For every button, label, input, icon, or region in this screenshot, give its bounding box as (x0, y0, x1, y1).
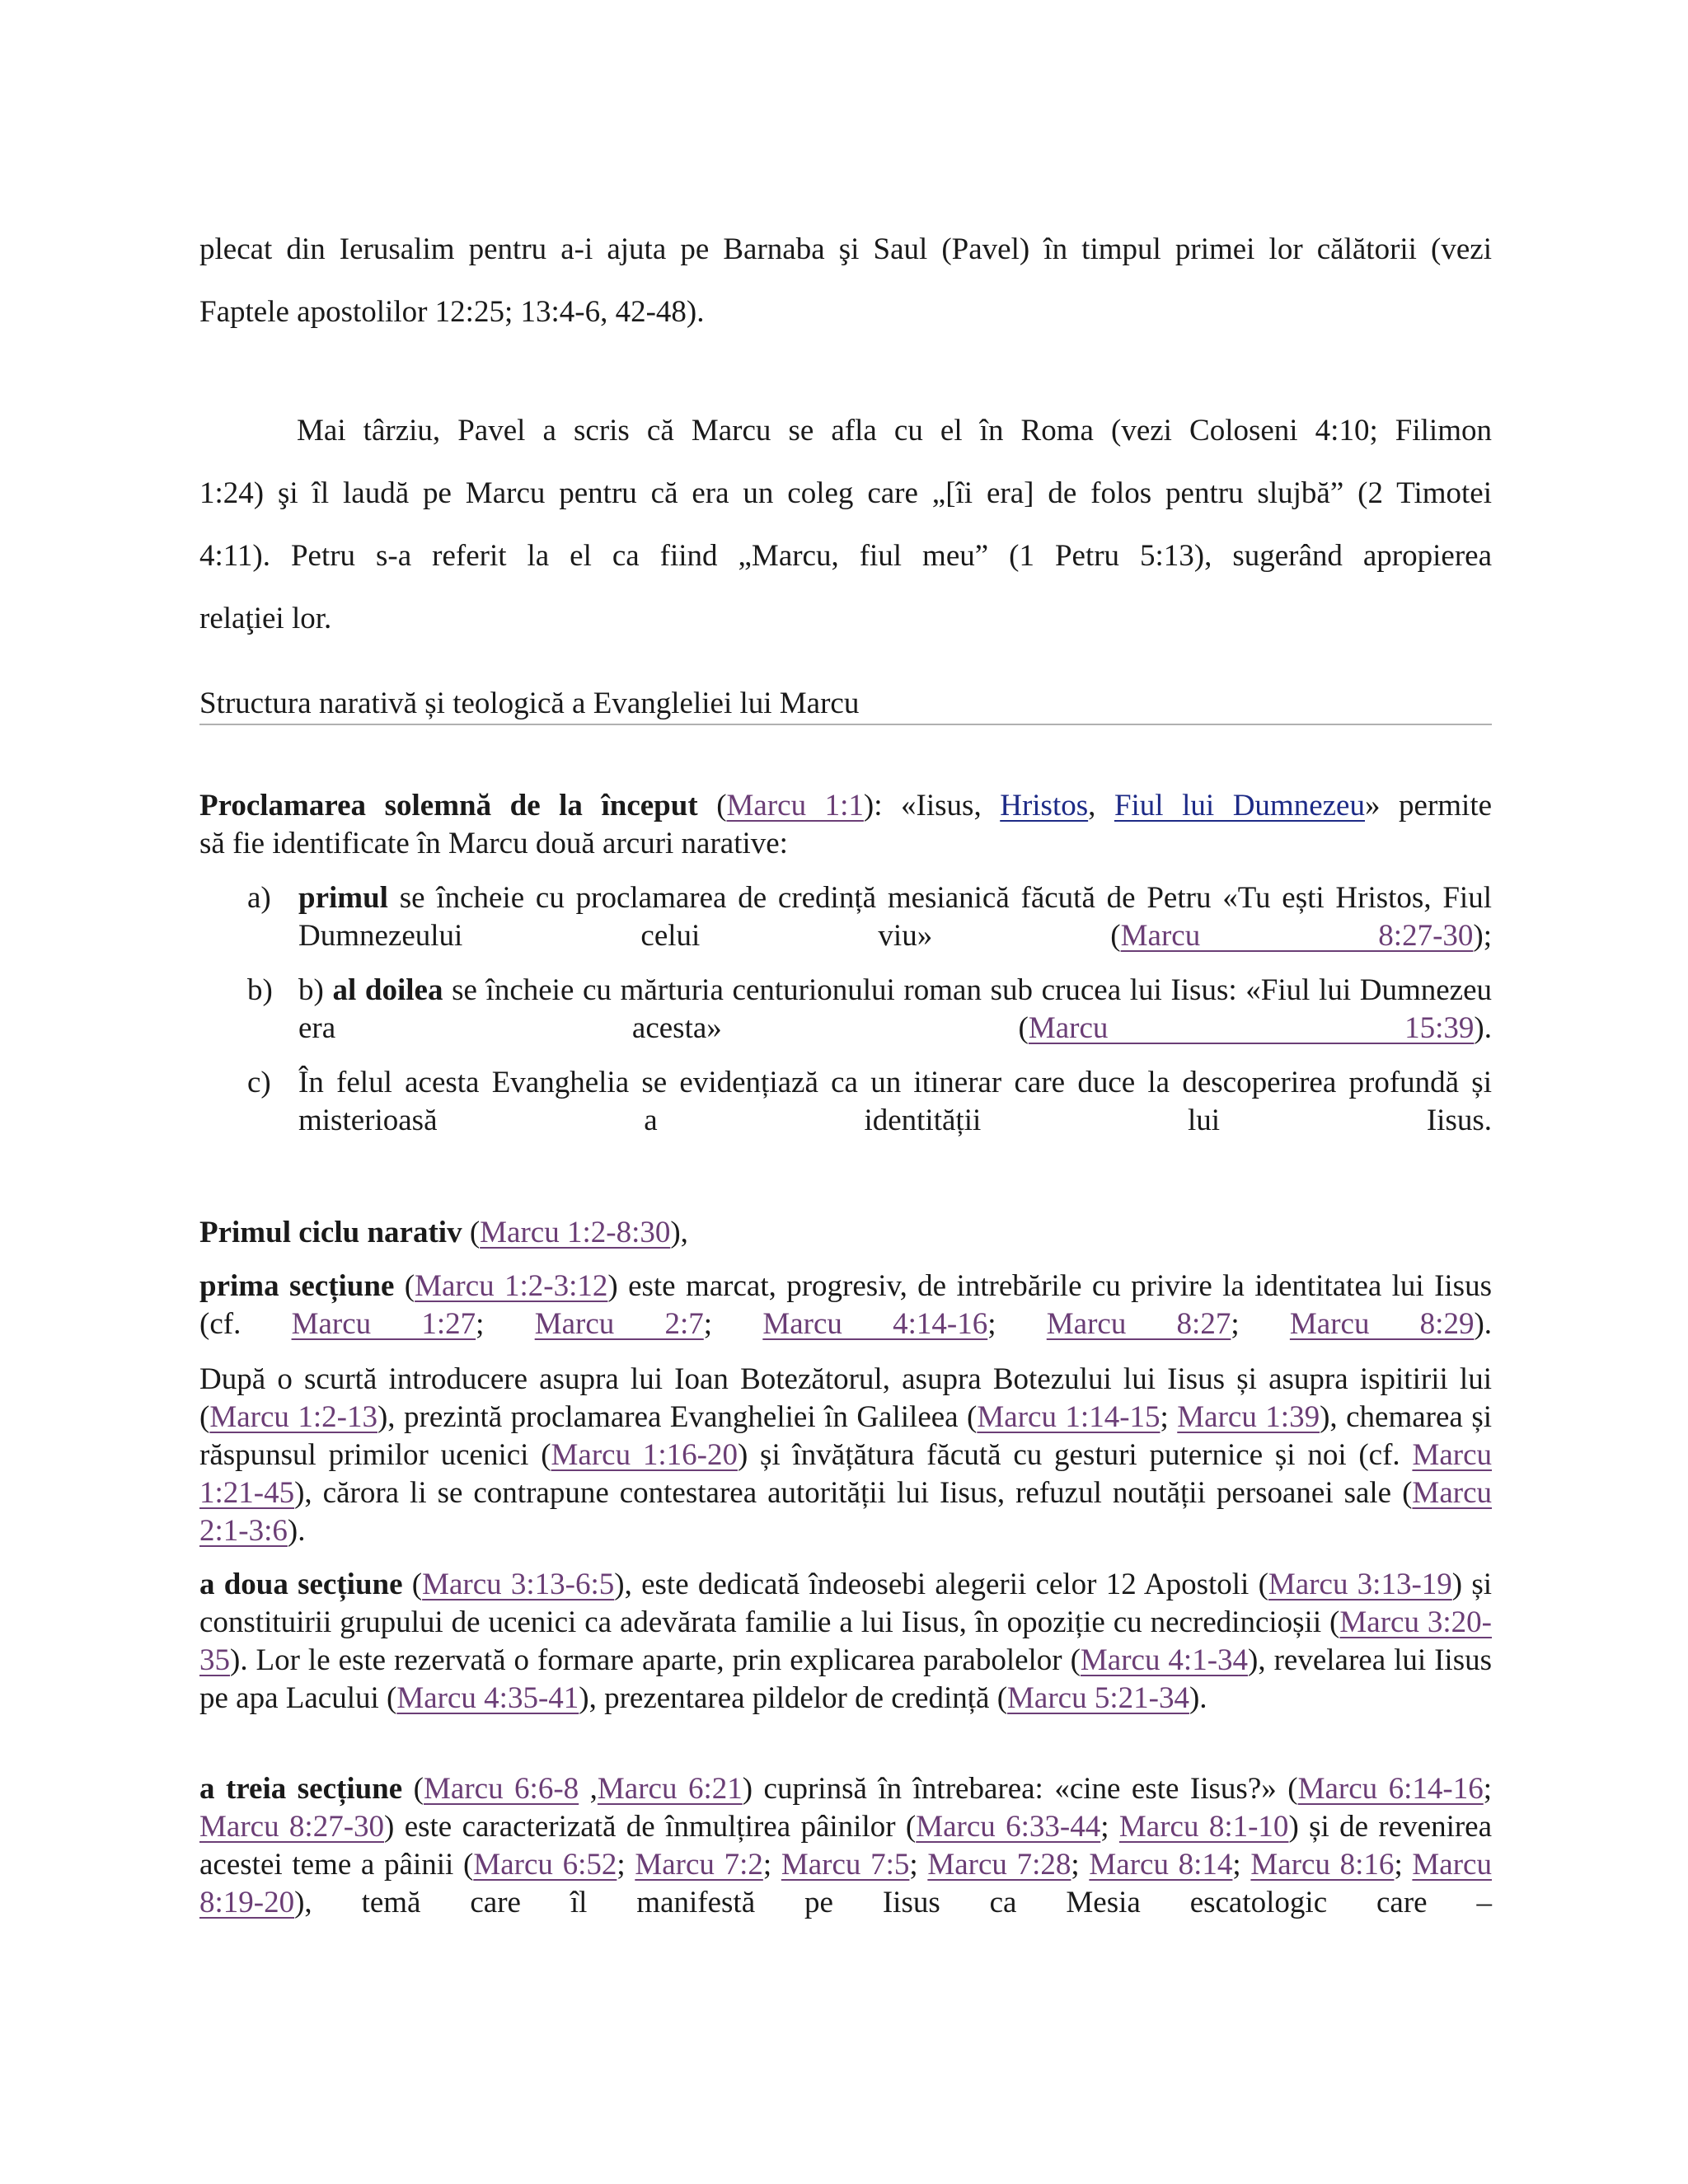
text: ), chemarea și răspunsul primilor ucenici ( (199, 1400, 1492, 1472)
text: ; (909, 1848, 928, 1882)
section-heading: Structura narativă și teologică a Evangleliei lui Marcu (199, 687, 860, 720)
text: ); (1473, 919, 1492, 953)
text: ). (1189, 1681, 1207, 1715)
list-label: a) (247, 881, 271, 915)
list-item (247, 879, 1492, 955)
text: se încheie cu mărturia centurionului roman sub crucea lui Iisus: «Fiul lui Dumnezeu era acesta» ( (298, 973, 1493, 1045)
text: ), este dedicată îndeosebi alegerii celor 12 Apostoli ( (614, 1568, 1268, 1601)
list-item (247, 972, 1492, 1047)
text-line (199, 400, 1492, 462)
reference-link[interactable]: Marcu 1:16-20 (551, 1438, 738, 1472)
paragraph-primul-ciclu (199, 1214, 1492, 1252)
reference-link[interactable]: Marcu 8:27 (1046, 1307, 1231, 1341)
reference-link[interactable]: Fiul lui Dumnezeu (1114, 789, 1365, 823)
text: b) (298, 973, 333, 1007)
bold-term: a treia secțiune (199, 1772, 403, 1806)
text: ), temă care îl manifestă pe Iisus ca Mesia escatologic care – (294, 1886, 1492, 1919)
text-line: Faptele apostolilor 12:25; 13:4-6, 42-48). (199, 295, 705, 329)
reference-link[interactable]: Marcu 8:19-20 (199, 1848, 1492, 1919)
text: ( (402, 1568, 423, 1601)
reference-link[interactable]: Marcu 8:16 (1250, 1848, 1395, 1882)
text: ). (287, 1514, 306, 1548)
text: ; (1100, 1810, 1119, 1844)
reference-link[interactable]: Marcu 3:20-35 (199, 1605, 1492, 1677)
paragraph-proclamarea (199, 787, 1492, 863)
reference-link[interactable]: Marcu 1:1 (726, 789, 864, 823)
reference-link[interactable]: Marcu 8:29 (1289, 1307, 1475, 1341)
text: ), prezentarea pildelor de credință ( (579, 1681, 1008, 1715)
narrative-arcs-list (247, 879, 1492, 1156)
text: În felul acesta Evanghelia se evidențiază ca un itinerar care duce la descoperirea profundă și misterioasă a identității lui Iisus. (298, 1066, 1492, 1137)
list-item (247, 1064, 1492, 1140)
reference-link[interactable]: Marcu 8:1-10 (1118, 1810, 1289, 1844)
text-line: relaţiei lor. (199, 602, 332, 635)
reference-link[interactable]: Marcu 6:21 (597, 1772, 743, 1806)
text: După o scurtă introducere asupra lui Ioan Botezătorul, asupra Botezului lui Iisus și asupra ispitirii lui ( (199, 1362, 1492, 1434)
reference-link[interactable]: Marcu 1:2-8:30 (480, 1216, 671, 1249)
reference-link[interactable]: Marcu 6:52 (473, 1848, 617, 1882)
reference-link[interactable]: Marcu 1:2-3:12 (415, 1269, 608, 1303)
text: ), cărora li se contrapune contestarea autorității lui Iisus, refuzul noutății persoanei sale ( (294, 1476, 1413, 1510)
text: se încheie cu proclamarea de credință mesianică făcută de Petru «Tu ești Hristos, Fiul Dumnezeului celui viu» ( (298, 881, 1492, 953)
bold-term: Proclamarea solemnă de la început (199, 789, 698, 823)
paragraph-prima-sectiune (199, 1268, 1492, 1343)
text: ( (697, 789, 727, 823)
text: ), prezintă proclamarea Evangheliei în Galileea ( (377, 1400, 978, 1434)
bold-term: a doua secțiune (199, 1568, 403, 1601)
text: ). Lor le este rezervată o formare aparte, prin explicarea parabolelor ( (230, 1643, 1081, 1677)
text: ; (703, 1307, 763, 1341)
bold-term: prima secțiune (199, 1269, 395, 1303)
reference-link[interactable]: Marcu 1:27 (291, 1307, 476, 1341)
reference-link[interactable]: Marcu 5:21-34 (1007, 1681, 1189, 1715)
text-line: 4:11). Petru s-a referit la el ca fiind „Marcu, fiul meu” (1 Petru 5:13), sugerând apropierea (199, 539, 1492, 573)
reference-link[interactable]: Marcu 6:33-44 (916, 1810, 1101, 1844)
text: ( (462, 1216, 481, 1249)
heading-divider (199, 724, 1492, 725)
text: ; (1394, 1848, 1413, 1882)
text-line: să fie identificate în Marcu două arcuri narative: (199, 827, 788, 860)
reference-link[interactable]: Marcu 7:5 (781, 1848, 910, 1882)
paragraph-marcu-pavel (199, 400, 1492, 650)
text: ). (1474, 1307, 1493, 1341)
paragraph-dupa (199, 1361, 1492, 1550)
text: ; (1232, 1848, 1251, 1882)
text: ). (1474, 1011, 1492, 1045)
text-line-content: Mai târziu, Pavel a scris că Marcu se afla cu el în Roma (vezi Coloseni 4:10; Filimon (297, 414, 1492, 448)
reference-link[interactable]: Marcu 7:2 (635, 1848, 763, 1882)
text: » permite (1364, 789, 1493, 823)
text: ), revelarea lui Iisus pe apa Lacului ( (199, 1643, 1492, 1715)
text-line (199, 787, 1492, 825)
list-label: c) (247, 1066, 271, 1099)
text: ) este marcat, progresiv, de intrebările cu privire la identitatea lui Iisus (cf. (199, 1269, 1492, 1341)
text: ) și învățătura făcută cu gesturi puternice și noi (cf. (737, 1438, 1413, 1472)
reference-link[interactable]: Hristos (1000, 789, 1089, 823)
reference-link[interactable]: Marcu 1:21-45 (199, 1438, 1493, 1510)
text: ) este caracterizată de înmulțirea pâinilor ( (384, 1810, 917, 1844)
text: ; (987, 1307, 1047, 1341)
text: ; (476, 1307, 535, 1341)
bold-term: Primul ciclu narativ (199, 1216, 462, 1249)
reference-link[interactable]: Marcu 1:39 (1177, 1400, 1320, 1434)
text: ; (1483, 1772, 1493, 1806)
reference-link[interactable]: Marcu 7:28 (927, 1848, 1071, 1882)
text: ; (1160, 1400, 1178, 1434)
text: ( (402, 1772, 424, 1806)
text: , (579, 1772, 598, 1806)
text-line: plecat din Ierusalim pentru a-i ajuta pe Barnaba şi Saul (Pavel) în timpul primei lor călătorii (vezi (199, 232, 1492, 266)
text: ( (394, 1269, 415, 1303)
reference-link[interactable]: Marcu 4:1-34 (1080, 1643, 1249, 1677)
reference-link[interactable]: Marcu 15:39 (1028, 1011, 1475, 1045)
reference-link[interactable]: Marcu 8:27-30 (199, 1810, 385, 1844)
reference-link[interactable]: Marcu 1:2-13 (209, 1400, 377, 1434)
text: ), (670, 1216, 688, 1249)
reference-link[interactable]: Marcu 2:7 (534, 1307, 704, 1341)
reference-link[interactable]: Marcu 3:13-19 (1268, 1568, 1452, 1601)
bold-term: al doilea (332, 973, 443, 1007)
reference-link[interactable]: Marcu 3:13-6:5 (422, 1568, 615, 1601)
reference-link[interactable]: Marcu 4:35-41 (396, 1681, 579, 1715)
reference-link[interactable]: Marcu 6:14-16 (1297, 1772, 1484, 1806)
text: ; (1071, 1848, 1090, 1882)
text: ) și de revenirea acestei teme a pâinii ( (199, 1810, 1493, 1882)
paragraph-a-treia-sectiune (199, 1770, 1492, 1922)
paragraph-a-doua-sectiune (199, 1566, 1492, 1718)
text: ): «Iisus, (863, 789, 1001, 823)
reference-link[interactable]: Marcu 1:14-15 (977, 1400, 1160, 1434)
reference-link[interactable]: Marcu 8:14 (1089, 1848, 1233, 1882)
list-label: b) (247, 973, 273, 1007)
text: ) cuprinsă în întrebarea: «cine este Iisus?» ( (742, 1772, 1298, 1806)
paragraph-intro (199, 218, 1492, 344)
reference-link[interactable]: Marcu 2:1-3:6 (199, 1476, 1492, 1548)
text: ; (1231, 1307, 1290, 1341)
reference-link[interactable]: Marcu 4:14-16 (762, 1307, 988, 1341)
text: ) și constituirii grupului de ucenici ca adevărata familie a lui Iisus, în opoziție cu necredincioșii ( (199, 1568, 1493, 1639)
reference-link[interactable]: Marcu 6:6-8 (424, 1772, 579, 1806)
reference-link[interactable]: Marcu 8:27-30 (1120, 919, 1474, 953)
text: , (1088, 789, 1114, 823)
text-line: 1:24) şi îl laudă pe Marcu pentru că era un coleg care „[îi era] de folos pentru slujbă” (2 Timotei (199, 476, 1492, 510)
text: ; (762, 1848, 781, 1882)
text: ; (617, 1848, 635, 1882)
bold-term: primul (298, 881, 388, 915)
